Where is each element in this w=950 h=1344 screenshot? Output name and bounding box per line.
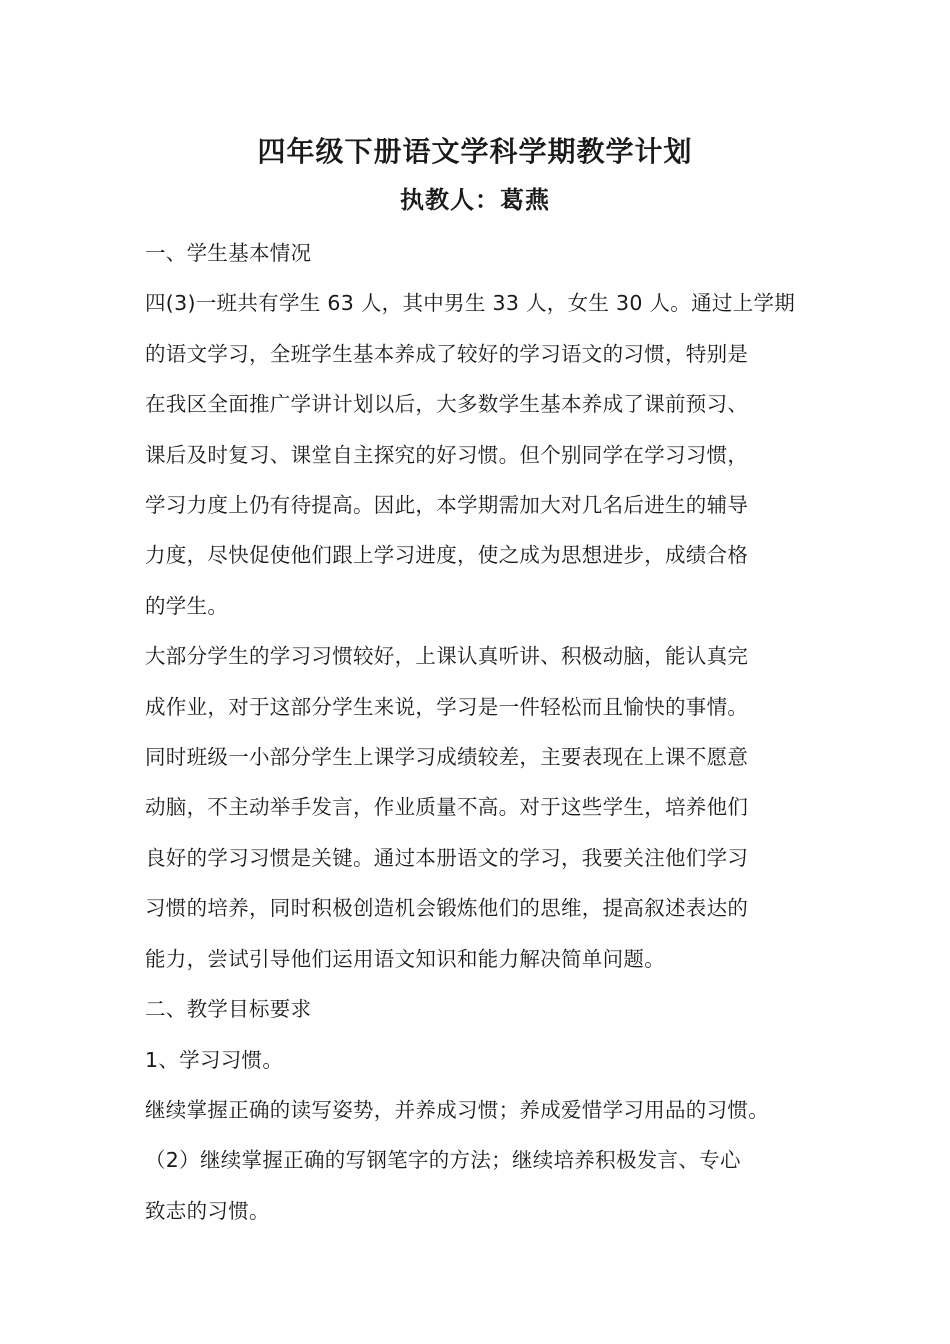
section-heading-student-situation: 一、学生基本情况 (145, 241, 312, 265)
section-heading-teaching-goals: 二、教学目标要求 (145, 997, 312, 1022)
paragraph-line: 四(3)一班共有学生 63 人，其中男生 33 人，女生 30 人。通过上学期 (145, 291, 796, 316)
paragraph-line: 习惯的培养，同时积极创造机会锻炼他们的思维，提高叙述表达的 (145, 896, 749, 921)
item-heading-study-habits: 1、学习习惯。 (145, 1047, 284, 1072)
paragraph-line: 在我区全面推广学讲计划以后，大多数学生基本养成了课前预习、 (145, 392, 749, 417)
item-text-reading-writing-posture: 继续掌握正确的读写姿势，并养成习惯；养成爱惜学习用品的习惯。 (145, 1097, 769, 1122)
paragraph-line: 同时班级一小部分学生上课学习成绩较差，主要表现在上课不愿意 (145, 745, 749, 770)
paragraph-line: 的学生。 (145, 593, 229, 618)
document-title: 四年级下册语文学科学期教学计划 (257, 135, 693, 168)
paragraph-line: 力度，尽快促使他们跟上学习进度，使之成为思想进步，成绩合格 (145, 543, 749, 568)
paragraph-class-overview (145, 278, 810, 631)
paragraph-line: 成作业，对于这部分学生来说，学习是一件轻松而且愉快的事情。 (145, 694, 749, 719)
paragraph-line: 动脑，不主动举手发言，作业质量不高。对于这些学生，培养他们 (145, 795, 749, 820)
paragraph-line: 课后及时复习、课堂自主探究的好习惯。但个别同学在学习习惯， (145, 442, 749, 467)
paragraph-line: （2）继续掌握正确的写钢笔字的方法；继续培养积极发言、专心 (145, 1148, 741, 1173)
paragraph-line: 良好的学习习惯是关键。通过本册语文的学习，我要关注他们学习 (145, 845, 749, 870)
paragraph-line: 学习力度上仍有待提高。因此，本学期需加大对几名后进生的辅导 (145, 493, 749, 518)
paragraph-line: 的语文学习，全班学生基本养成了较好的学习语文的习惯，特别是 (145, 341, 749, 366)
paragraph-pen-writing (145, 1135, 810, 1236)
document-body (145, 228, 810, 1236)
paragraph-line: 大部分学生的学习习惯较好，上课认真听讲、积极动脑，能认真完 (145, 644, 749, 669)
paragraph-learning-habits (145, 631, 810, 984)
paragraph-line: 能力，尝试引导他们运用语文知识和能力解决简单问题。 (145, 946, 665, 971)
author-line: 执教人：葛燕 (400, 186, 550, 214)
paragraph-line: 致志的习惯。 (145, 1198, 270, 1223)
